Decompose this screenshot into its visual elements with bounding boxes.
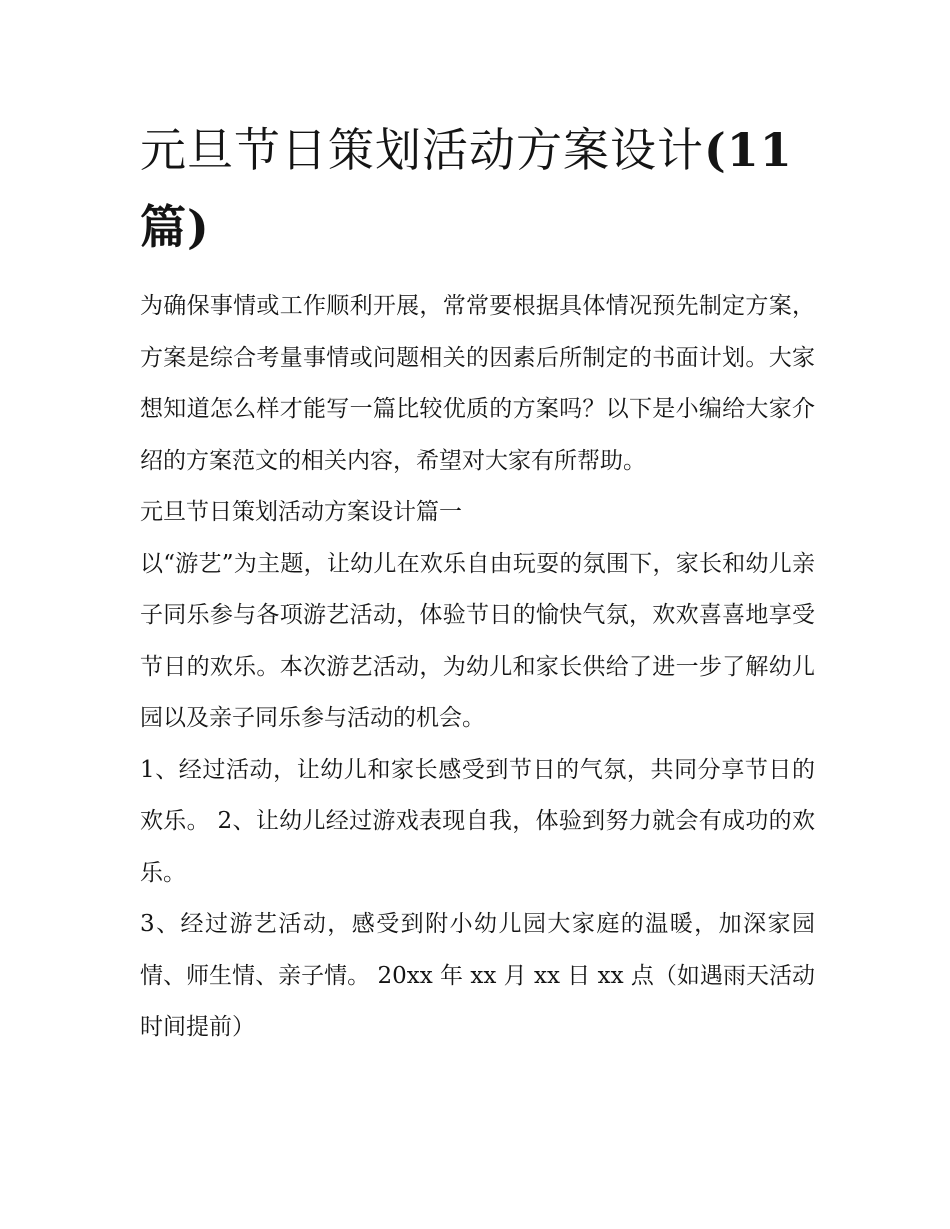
title-text: 元旦节日策划活动方案设计	[140, 123, 704, 177]
document-title	[140, 112, 815, 266]
body-paragraph: 1、经过活动，让幼儿和家长感受到节日的气氛，共同分享节日的欢乐。 2、让幼儿经过游戏表现自我，体验到努力就会有成功的欢乐。	[140, 756, 815, 886]
intro-paragraph: 为确保事情或工作顺利开展，常常要根据具体情况预先制定方案，方案是综合考量事情或问题相关的因素后所制定的书面计划。大家想知道怎么样才能写一篇比较优质的方案吗？以下是小编给大家介绍的方案范文的相关内容，希望对大家有所帮助。	[140, 293, 815, 474]
document-page	[140, 112, 815, 1054]
body-paragraph: 以“游艺”为主题，让幼儿在欢乐自由玩耍的氛围下，家长和幼儿亲子同乐参与各项游艺活动，体验节日的愉快气氛，欢欢喜喜地享受节日的欢乐。本次游艺活动，为幼儿和家长供给了进一步了解幼儿园以及亲子同乐参与活动的机会。	[140, 550, 815, 731]
body-paragraph: 3、经过游艺活动，感受到附小幼儿园大家庭的温暖，加深家园情、师生情、亲子情。 20xx 年 xx 月 xx 日 xx 点（如遇雨天活动时间提前）	[140, 911, 815, 1040]
title-count: (11篇)	[140, 123, 793, 254]
section-heading: 元旦节日策划活动方案设计篇一	[140, 499, 462, 525]
